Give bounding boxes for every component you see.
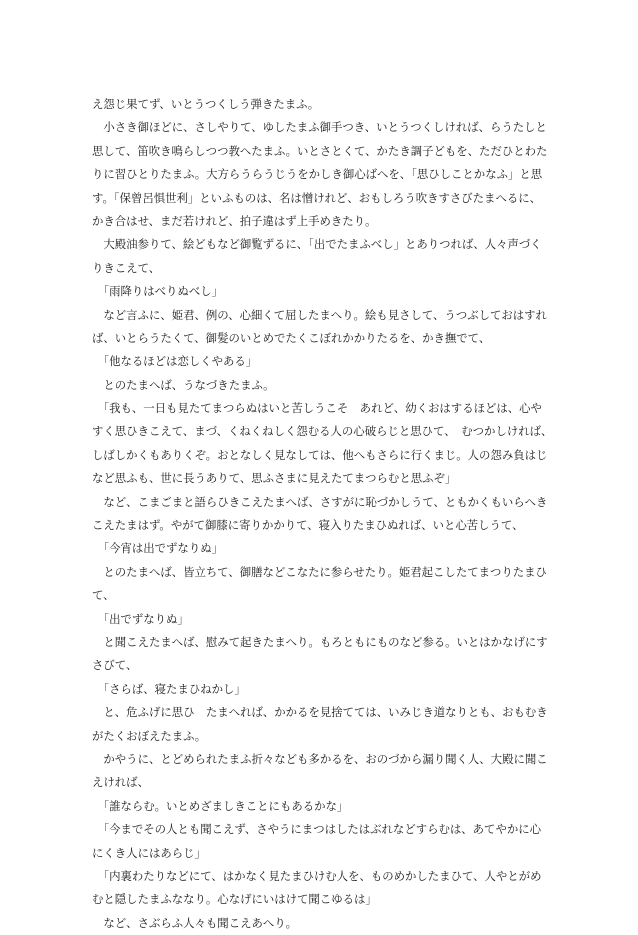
- text-line: と、危ふげに思ひ たまへれば、かかるを見捨てては、いみじき道なりとも、おもむき: [92, 705, 548, 720]
- text-line: 「出でずなりぬ」: [92, 611, 189, 626]
- text-line: りに習ひとりたまふ。大方らうらうじうをかしき御心ばへを、「思ひしことかなふ」と思: [92, 167, 543, 182]
- text-line: など、こまごまと語らひきこえたまへば、さすがに恥づかしうて、ともかくもいらへき: [92, 494, 548, 509]
- text-line: 「我も、一日も見たてまつらぬはいと苦しうこそ あれど、幼くおはするほどは、心や: [92, 401, 542, 416]
- text-line: 「他なるほどは恋しくやある」: [92, 354, 258, 369]
- text-line: など、さぶらふ人々も聞こえあへり。: [92, 915, 298, 930]
- text-line: 小さき御ほどに、さしやりて、ゆしたまふ御手つき、いとうつくしければ、らうたしと: [92, 120, 547, 135]
- text-line: と聞こえたまへば、慰みて起きたまへり。もろともにものなど参る。いとはかなげにす: [92, 634, 548, 649]
- text-line: など思ふも、世に長うありて、思ふさまに見えたてまつらむと思ふぞ」: [92, 471, 457, 486]
- text-line: むと隠したまふななり。心なげにいはけて聞こゆるは」: [92, 892, 377, 907]
- text-line: しばしかくもありくぞ。おとなしく見なしては、他へもさらに行くまじ。人の怨み負はじ: [92, 447, 548, 462]
- text-line: えければ、: [92, 775, 149, 790]
- text-line: とのたまへば、うなづきたまふ。: [92, 377, 275, 392]
- text-line: 思して、笛吹き鳴らしつつ教へたまふ。いとさとくて、かたき調子どもを、ただひとわた: [92, 143, 548, 158]
- text-line: す。「保曾呂惧世利」といふものは、名は憎けれど、おもしろう吹きすさびたまへるに、: [92, 190, 542, 205]
- text-line: え怨じ果てず、いとうつくしう弾きたまふ。: [92, 97, 320, 111]
- text-line: こえたまはず。やがて御膝に寄りかかりて、寝入りたまひぬれば、いと心苦しうて、: [92, 518, 524, 533]
- text-line: さびて、: [92, 658, 138, 673]
- text-line: とのたまへば、皆立ちて、御膳などこなたに参らせたり。姫君起こしたてまつりたまひ: [92, 564, 547, 579]
- text-line: りきこえて、: [92, 260, 161, 275]
- text-line: かき合はせ、まだ若けれど、拍子違はず上手めきたり。: [92, 213, 377, 228]
- text-line: 大殿油参りて、絵どもなど御覧ずるに、「出でたまふべし」とありつれば、人々声づく: [92, 237, 542, 252]
- text-line: がたくおぼえたまふ。: [92, 728, 207, 743]
- text-line: 「今までその人とも聞こえず、さやうにまつはしたはぶれなどすらむは、あてやかに心: [92, 822, 542, 837]
- text-line: など言ふに、姫君、例の、心細くて屈したまへり。絵も見さして、うつぶしておはすれ: [92, 307, 547, 322]
- text-line: 「雨降りはべりぬべし」: [92, 284, 223, 299]
- text-line: 「誰ならむ。いとめざましきことにもあるかな」: [92, 798, 349, 813]
- text-line: にくき人にはあらじ」: [92, 845, 206, 860]
- text-line: すく思ひきこえて、まづ、くねくねしく怨むる人の心破らじと思ひて、 むつかしければ、: [92, 424, 553, 439]
- text-line: 「内裏わたりなどにて、はかなく見たまひけむ人を、ものめかしたまひて、人やとがめ: [92, 868, 542, 883]
- text-line: 「さらば、寝たまひねかし」: [92, 681, 246, 696]
- text-line: 「今宵は出でずなりぬ」: [92, 541, 223, 556]
- text-line: ば、いとらうたくて、御髪のいとめでたくこぼれかかりたるを、かき撫でて、: [92, 330, 491, 345]
- text-line: て、: [92, 588, 115, 603]
- document-body: [92, 93, 552, 935]
- text-line: かやうに、とどめられたまふ折々なども多かるを、おのづから漏り聞く人、大殿に聞こ: [92, 751, 548, 766]
